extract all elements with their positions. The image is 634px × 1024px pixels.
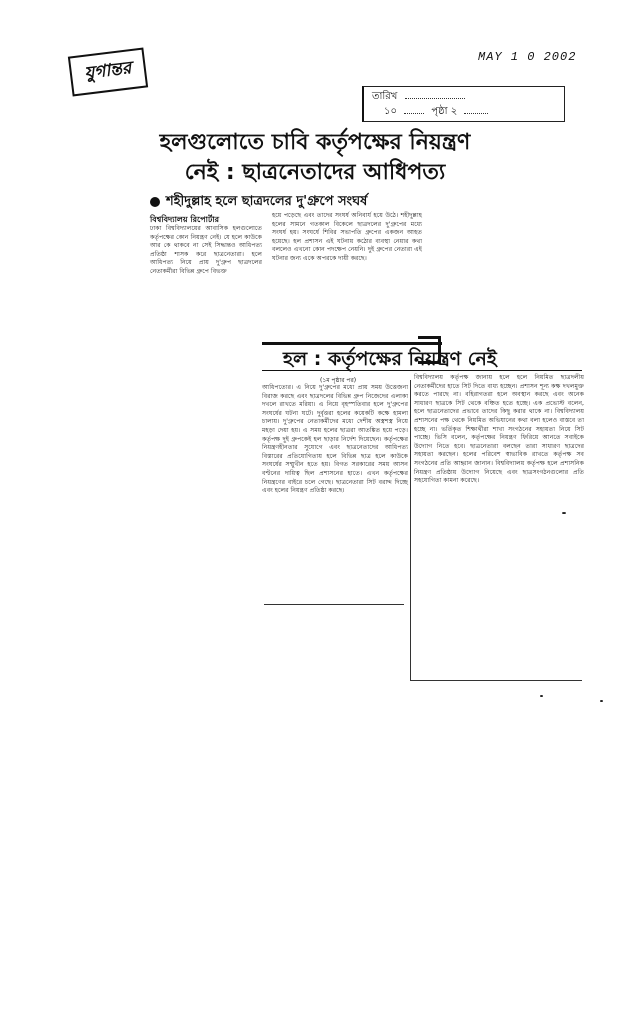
received-date-stamp: MAY 1 0 2002 (478, 50, 577, 64)
column-3-paragraph: আধিপত্যের। এ নিয়ে দু'গ্রুপের মধ্যে প্রায় সময় উত্তেজনা বিরাজ করছে এবং ছাত্রদলের বিভিন্ন গ্রুপ নিজেদের এলাকা দখলে রাখতে মরিয়া। এ নিয়ে বৃহস্পতিবার হলে দু'গ্রুপের সংঘর্ষের ঘটনা ঘটে। দুর্বৃত্তরা হলের কয়েকটি কক্ষে হামলা চালায়। দু'গ্রুপের নেতাকর্মীদের মধ্যে দেশীয় অস্ত্রশস্ত্র নিয়ে মহড়া দেয়া হয়। এ সময় হলের ছাত্ররা আতঙ্কিত হয়ে পড়ে। কর্তৃপক্ষ দুই গ্রুপকেই হল ছাড়ার নির্দেশ দিয়েছেন। কর্তৃপক্ষের নিয়ন্ত্রণহীনতার সুযোগে এবং ছাত্রনেতাদের আধিপত্য বিস্তারের প্রতিযোগিতায় হলে বিভিন্ন ছাত্র হলে কাউকে সংঘর্ষের সম্মুখীন হতে হয়। বিগত সরকারের সময় আসন বণ্টনের দায়িত্ব ছিল প্রশাসনের হাতে। এখন কর্তৃপক্ষের নিয়ন্ত্রণের বাইরে চলে গেছে। ছাত্রনেতারা সিট বরাদ্দ দিচ্ছে এবং হলের নিয়ন্ত্রণ প্রতিষ্ঠা করছে। (262, 384, 408, 495)
continuation-headline: হল : কর্তৃপক্ষের নিয়ন্ত্রণ নেই (283, 348, 497, 370)
column-end-rule (264, 604, 404, 605)
newspaper-masthead-stamp: যুগান্তর (68, 48, 148, 97)
page-fill-line (464, 113, 488, 114)
column-1-paragraph: ঢাকা বিশ্ববিদ্যালয়ের আবাসিক হলগুলোতে কর্তৃপক্ষের কোন নিয়ন্ত্রণ নেই। যে হলে কাউকে আর কে থাকবে না সেই সিদ্ধান্তও আধিপত্য প্রতিষ্ঠা শাসক করে ছাত্রনেতারা। হলে আধিপত্য নিয়ে প্রায় দু'গ্রুপ ছাত্রদলের নেতাকর্মীরা বিভিন্ন গ্রুপে বিভক্ত (150, 225, 262, 275)
article-column-4 (414, 374, 584, 488)
article-end-rule (410, 680, 582, 681)
date-page-box (362, 86, 565, 122)
byline: বিশ্ববিদ্যালয় রিপোর্টার (150, 215, 220, 224)
article-column-3 (262, 384, 408, 498)
date-fill-line (405, 98, 465, 99)
headline-underline (262, 370, 582, 371)
bullet-icon (150, 197, 160, 207)
date-value-line (404, 113, 424, 114)
page-label: পৃষ্ঠা (431, 106, 448, 117)
scan-speck (540, 695, 543, 697)
page-value: ২ (450, 106, 458, 117)
article-column-1 (150, 225, 262, 279)
continued-tag: (১ম পৃষ্ঠার পর) (320, 377, 357, 384)
article-column-2 (272, 212, 422, 266)
headline-line-2: নেই : ছাত্রনেতাদের আধিপত্য (184, 160, 446, 185)
date-value: ১০ (384, 106, 397, 117)
headline-line-1: হলগুলোতে চাবি কর্তৃপক্ষের নিয়ন্ত্রণ (159, 130, 471, 155)
date-label: তারিখ (372, 91, 398, 102)
column-2-paragraph: হয়ে পড়েছে এবং তাদের সংঘর্ষ অনিবার্য হয়ে উঠে। শহীদুল্লাহ হলের সামনে গতকাল বিকেলে ছাত্রদলের দু'গ্রুপের মধ্যে সংঘর্ষ হয়। সংঘর্ষে শিবির সভাপতি গ্রুপের একজন আহত হয়েছে। হল প্রশাসন এই ঘটনায় কঠোর ব্যবস্থা নেয়ার কথা বললেও এখনো কোন পদক্ষেপ নেয়নি। দুই গ্রুপের নেতারা এই ঘটনার জন্য একে অপরকে দায়ী করছে। (272, 212, 422, 262)
column-4-paragraph: বিশ্ববিদ্যালয় কর্তৃপক্ষ জানায় হলে হলে নিয়মিত ছাত্রদলীয় নেতাকর্মীদের হাতে সিট দিতে বাধ্য হচ্ছেন। প্রশাসন শূন্য কক্ষ দখলমুক্ত করতে পারছে না। বহিরাগতরা হলে অবস্থান করছে এবং অনেক সাধারণ ছাত্রকে সিট থেকে বঞ্চিত হতে হচ্ছে। এক প্রভোস্ট বলেন, হলে ছাত্রনেতাদের প্রভাবে তাদের কিছু করার থাকে না। বিশ্ববিদ্যালয় প্রশাসনের পক্ষ থেকে নিয়মিত অভিযানের কথা বলা হলেও বাস্তবে তা হচ্ছে না। ভর্তিকৃত শিক্ষার্থীরা শাখা সংগঠনের সহায়তা নিয়ে সিট পাচ্ছে। ভিসি বলেন, কর্তৃপক্ষের নিয়ন্ত্রণ ফিরিয়ে আনতে সবাইকে উদ্যোগ নিতে হবে। ছাত্রনেতারা বলছেন তারা সাধারণ ছাত্রদের সহায়তা করছেন। হলের পরিবেশ স্বাভাবিক রাখতে কর্তৃপক্ষ সব সংগঠনের প্রতি আহ্বান জানান। বিশ্ববিদ্যালয় কর্তৃপক্ষ হলে প্রশাসনিক নিয়ন্ত্রণ প্রতিষ্ঠায় উদ্যোগ নিয়েছে এবং ছাত্রসংগঠনগুলোর প্রতি সহযোগিতা কামনা করেছে। (414, 374, 584, 485)
column-divider (410, 380, 411, 680)
page-row (384, 104, 492, 121)
scan-speck (600, 700, 603, 702)
subheadline-text: শহীদুল্লাহ হলে ছাত্রদলের দু'গ্রুপে সংঘর্ষ (166, 194, 368, 209)
subheadline (150, 192, 367, 213)
scan-speck (562, 512, 566, 514)
